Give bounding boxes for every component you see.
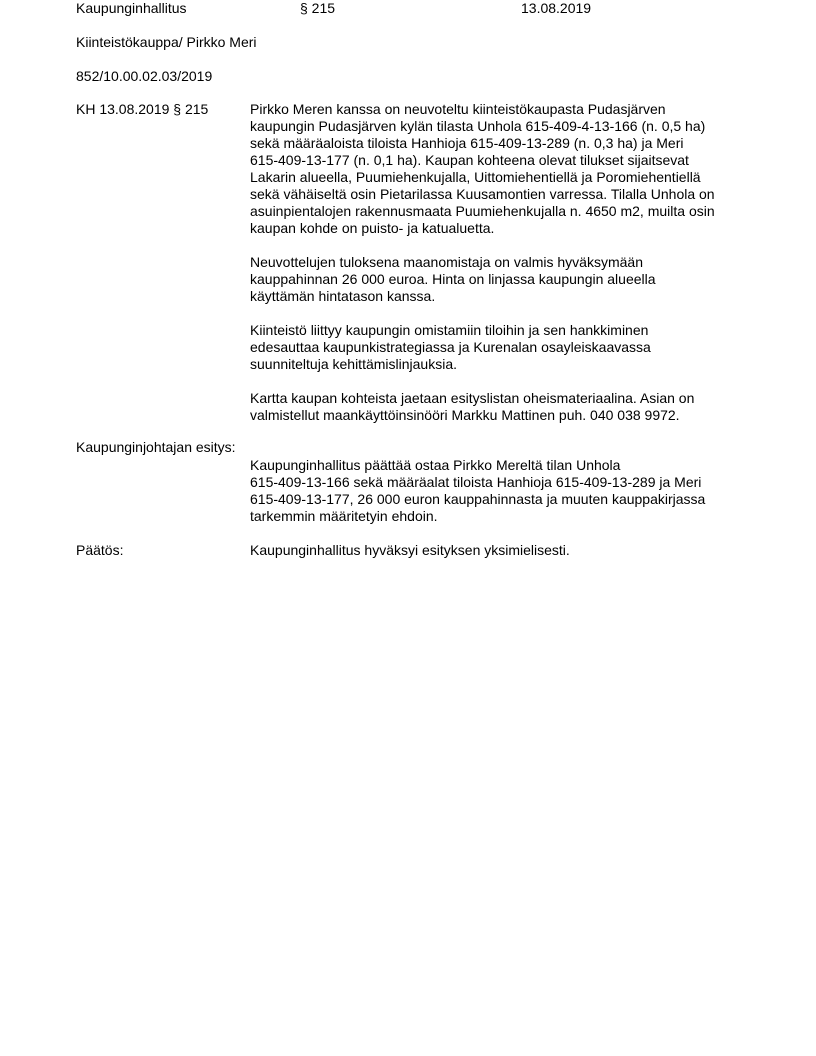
text-line: valmistellut maankäyttöinsinööri Markku Mattinen puh. 040 038 9972. (250, 407, 680, 423)
text-line: sekä määräaloista tiloista Hanhioja 615-409-13-289 (n. 0,3 ha) ja Meri (250, 135, 684, 151)
paragraph (250, 254, 742, 305)
proposal-label: Kaupunginjohtajan esitys: (76, 439, 236, 455)
text-line: sekä vähäiseltä osin Pietarilassa Kuusamontien varressa. Tilalla Unhola on (250, 186, 715, 202)
text-line: kauppahinnan 26 000 euroa. Hinta on linjassa kaupungin alueella (250, 271, 656, 287)
paragraph (250, 390, 742, 424)
header-section: § 215 (300, 0, 336, 16)
text-line: kaupungin Pudasjärven kylän tilasta Unhola 615-409-4-13-166 (n. 0,5 ha) (250, 118, 706, 134)
text-line: Kiinteistö liittyy kaupungin omistamiin tiloihin ja sen hankkiminen (250, 322, 649, 338)
header-organ: Kaupunginhallitus (76, 0, 187, 16)
text-line: Lakarin alueella, Puumiehenkujalla, Uittomiehentiellä ja Poromiehentiellä (250, 169, 701, 185)
text-line: Kartta kaupan kohteista jaetaan esityslistan oheismateriaalina. Asian on (250, 390, 695, 406)
header-date: 13.08.2019 (521, 0, 592, 16)
page-header (76, 0, 776, 17)
text-line: kaupan kohde on puisto- ja katualuetta. (250, 220, 495, 236)
text-line: edesauttaa kaupunkistrategiassa ja Kurenalan osayleiskaavassa (250, 339, 651, 355)
record-number: 852/10.00.02.03/2019 (76, 68, 213, 84)
text-line: Neuvottelujen tuloksena maanomistaja on valmis hyväksymään (250, 254, 643, 270)
paragraph (250, 101, 742, 237)
text-line: 615-409-13-177 (n. 0,1 ha). Kaupan kohteena olevat tilukset sijaitsevat (250, 152, 689, 168)
decision-label: Päätös: (76, 542, 124, 558)
text-line: käyttämän hintatason kanssa. (250, 288, 436, 304)
text-line: Pirkko Meren kanssa on neuvoteltu kiinteistökaupasta Pudasjärven (250, 101, 666, 117)
text-line: suunniteltuja kehittämislinjauksia. (250, 356, 457, 372)
paragraph (250, 322, 742, 373)
text-line: 615-409-13-166 sekä määräalat tiloista Hanhioja 615-409-13-289 ja Meri (250, 474, 702, 490)
preparation-label: KH 13.08.2019 § 215 (76, 101, 209, 117)
text-line: asuinpientalojen rakennusmaata Puumiehenkujalla n. 4650 m2, muilta osin (250, 203, 715, 219)
text-line: tarkemmin määritetyin ehdoin. (250, 508, 438, 524)
paragraph (250, 457, 742, 525)
text-line: Kaupunginhallitus päättää ostaa Pirkko Mereltä tilan Unhola (250, 457, 621, 473)
proposal-text (250, 457, 742, 525)
decision-text: Kaupunginhallitus hyväksyi esityksen yksimielisesti. (250, 542, 570, 558)
text-line: 615-409-13-177, 26 000 euron kauppahinnasta ja muuten kauppakirjassa (250, 491, 706, 507)
document-title: Kiinteistökauppa/ Pirkko Meri (76, 34, 257, 50)
preparation-text (250, 101, 742, 424)
